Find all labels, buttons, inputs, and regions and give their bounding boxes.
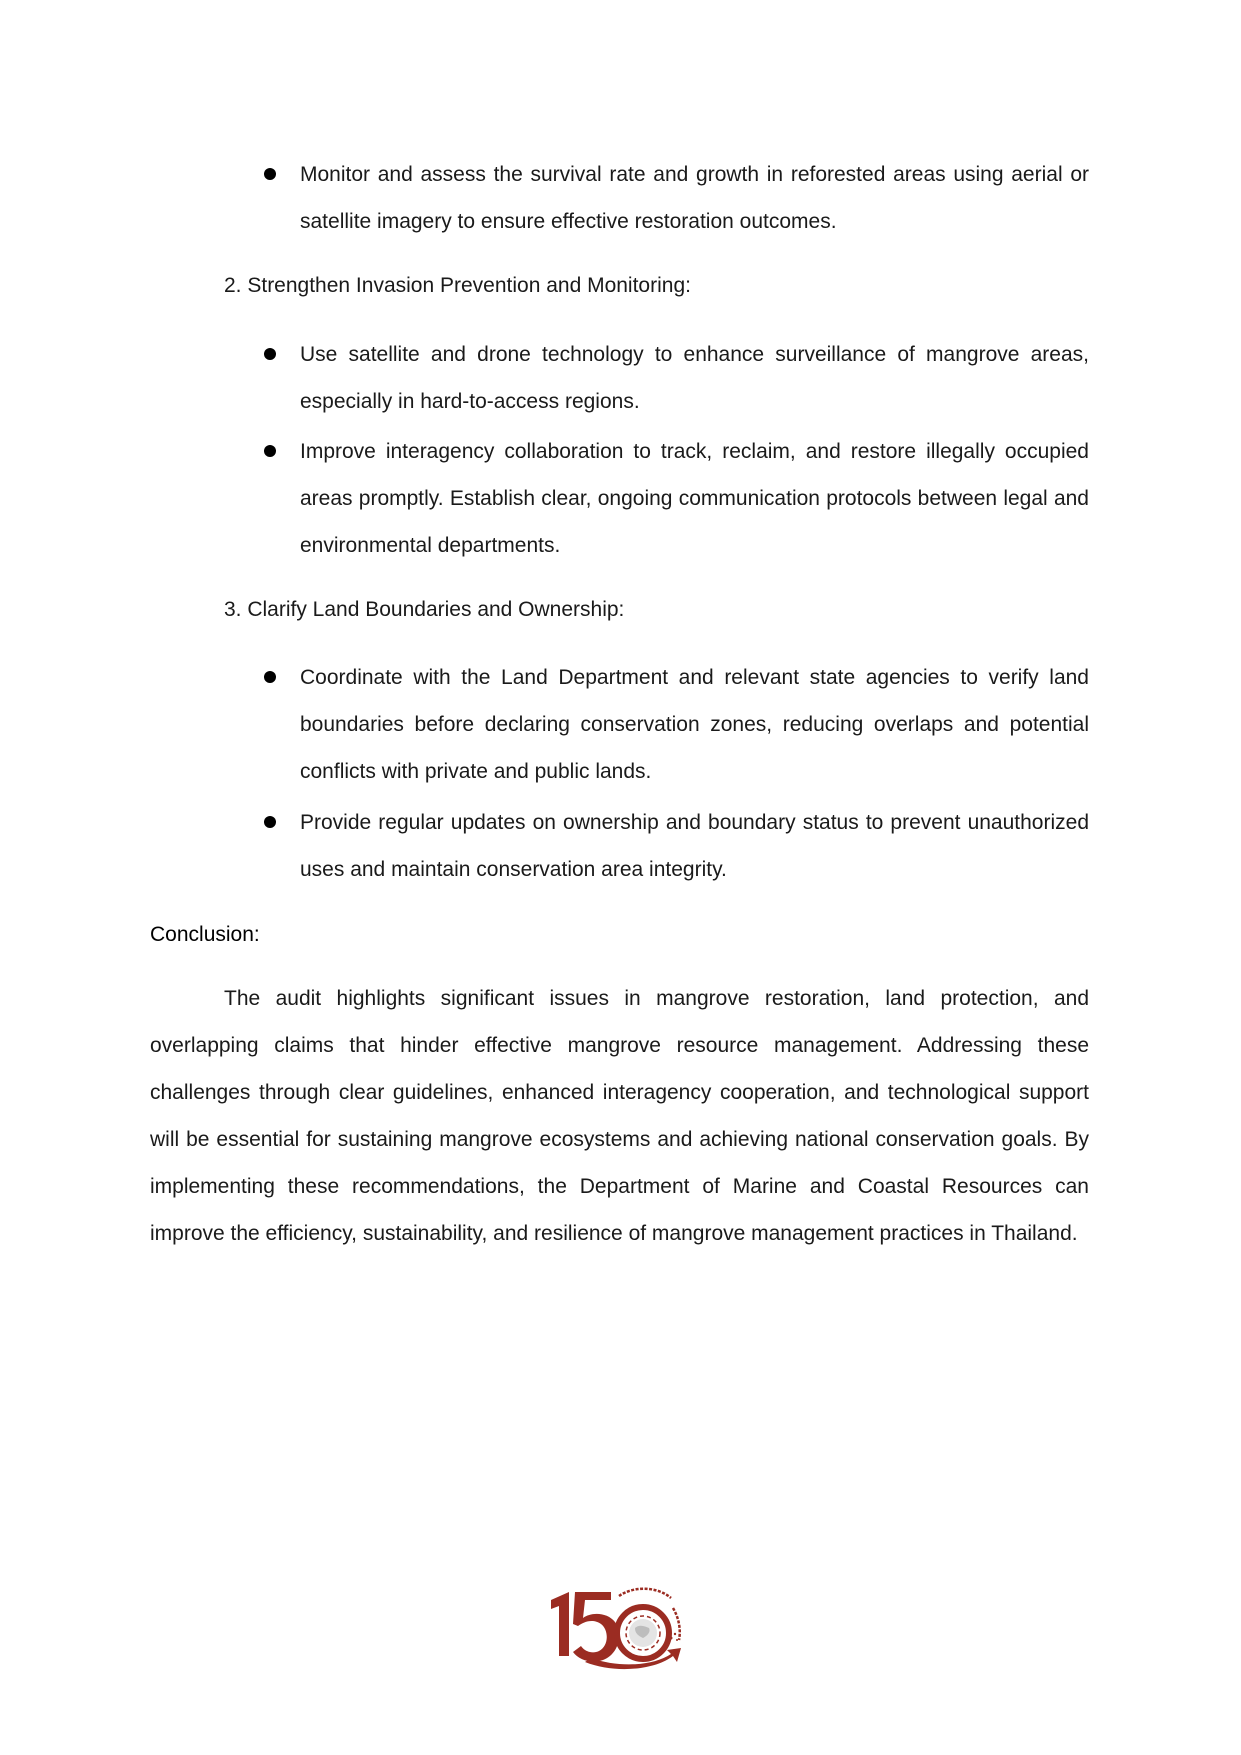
bullet-text: Improve interagency collaboration to track, reclaim, and restore illegally occupied areas promptly. Establish clear, ongoing communication protocols between legal and environmental departments. bbox=[300, 440, 1089, 557]
list-item bbox=[260, 428, 1089, 569]
bullet-icon bbox=[264, 168, 276, 180]
bullet-text: Coordinate with the Land Department and relevant state agencies to verify land boundaries before declaring conservation zones, reducing overlaps and potential conflicts with private and public lands. bbox=[300, 666, 1089, 783]
section-heading-3: 3. Clarify Land Boundaries and Ownership: bbox=[224, 598, 625, 621]
bullet-text: Monitor and assess the survival rate and growth in reforested areas using aerial or satellite imagery to ensure effective restoration outcomes. bbox=[300, 163, 1089, 233]
bullet-text: Provide regular updates on ownership and boundary status to prevent unauthorized uses and maintain conservation area integrity. bbox=[300, 811, 1089, 881]
anniversary-150-logo-icon bbox=[545, 1578, 685, 1673]
bullet-icon bbox=[264, 671, 276, 683]
conclusion-paragraph: The audit highlights significant issues in mangrove restoration, land protection, and overlapping claims that hinder effective mangrove resource management. Addressing these challenges through clear guidelines, enhanced interagency cooperation, and technological support will be essential for sustaining mangrove ecosystems and achieving national conservation goals. By implementing these recommendations, the Department of Marine and Coastal Resources can improve the efficiency, sustainability, and resilience of mangrove management practices in Thailand. bbox=[150, 987, 1089, 1245]
list-item bbox=[260, 654, 1089, 795]
list-item bbox=[260, 799, 1089, 893]
conclusion-heading: Conclusion: bbox=[150, 923, 260, 946]
list-item bbox=[260, 151, 1089, 245]
section-heading-2: 2. Strengthen Invasion Prevention and Monitoring: bbox=[224, 274, 691, 297]
list-item bbox=[260, 331, 1089, 425]
bullet-icon bbox=[264, 816, 276, 828]
bullet-icon bbox=[264, 445, 276, 457]
bullet-text: Use satellite and drone technology to enhance surveillance of mangrove areas, especially in hard-to-access regions. bbox=[300, 343, 1089, 413]
bullet-icon bbox=[264, 348, 276, 360]
